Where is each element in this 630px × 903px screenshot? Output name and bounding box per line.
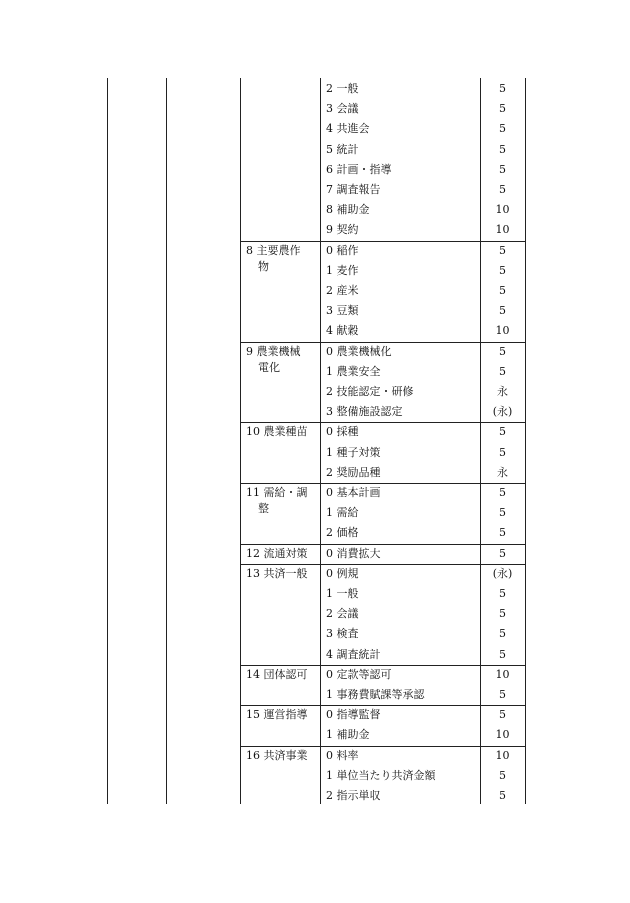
retention-years: 5 (499, 142, 506, 156)
entry-label: 2 価格 (326, 526, 359, 540)
group-label (246, 424, 320, 440)
entry-label: 2 産米 (326, 284, 359, 297)
retention-years: 5 (499, 789, 506, 802)
retention-years: 永 (497, 465, 508, 479)
retention-years: (永) (492, 405, 513, 419)
group-label (246, 748, 320, 764)
group-label (246, 243, 320, 275)
retention-years: 5 (499, 263, 506, 277)
retention-years: 10 (495, 223, 510, 237)
retention-years: 5 (499, 243, 506, 257)
entry-label: 1 需給 (326, 506, 359, 520)
retention-years: 5 (499, 445, 506, 459)
group-label (246, 344, 320, 376)
group-divider (240, 483, 526, 484)
retention-years: 5 (499, 364, 506, 378)
retention-years: 5 (499, 304, 506, 318)
retention-years: 5 (499, 183, 506, 196)
group-label-line1: 11 需給・調 (246, 486, 308, 499)
retention-years: 5 (499, 688, 506, 701)
group-label-line1: 12 流通対策 (246, 546, 308, 560)
group-label-line2: 整 (258, 502, 269, 515)
entry-label: 6 計画・指導 (326, 162, 392, 176)
retention-years: 5 (499, 486, 506, 499)
group-label (246, 667, 320, 683)
group-label (246, 485, 320, 517)
entry-label: 1 事務費賦課等承認 (326, 688, 425, 701)
group-label-line2: 物 (258, 259, 269, 273)
retention-years: 5 (499, 607, 506, 621)
group-label-line1: 16 共済事業 (246, 748, 308, 762)
group-label (246, 546, 320, 562)
entry-label: 0 消費拡大 (326, 546, 381, 560)
retention-years: 5 (499, 768, 506, 782)
entry-label: 4 調査統計 (326, 647, 381, 661)
entry-label: 3 豆類 (326, 304, 359, 318)
entry-label: 1 農業安全 (326, 364, 381, 378)
entry-label: 2 技能認定・研修 (326, 385, 414, 398)
retention-years: 5 (499, 506, 506, 520)
group-divider (240, 705, 526, 706)
retention-years: 5 (499, 122, 506, 136)
column-line-3 (240, 78, 241, 804)
retention-years: 5 (499, 425, 506, 439)
retention-years: 5 (499, 102, 506, 116)
retention-years: 5 (499, 82, 506, 95)
retention-years: 10 (495, 667, 510, 681)
entry-label: 2 指示単収 (326, 789, 381, 802)
entry-label: 3 会議 (326, 102, 359, 116)
group-label-line1: 15 運営指導 (246, 708, 308, 722)
retention-years: 5 (499, 647, 506, 661)
entry-label: 5 統計 (326, 142, 359, 156)
group-label (246, 707, 320, 723)
column-line-4 (320, 78, 321, 804)
entry-label: 9 契約 (326, 223, 359, 237)
column-line-6 (525, 78, 526, 804)
group-label-line2: 電化 (258, 360, 280, 374)
retention-years: 5 (499, 546, 506, 560)
retention-years: 5 (499, 284, 506, 297)
retention-years: 永 (497, 385, 508, 398)
entry-label: 0 基本計画 (326, 486, 381, 499)
retention-years: 5 (499, 344, 506, 358)
column-line-2 (166, 78, 167, 804)
entry-label: 1 単位当たり共済金額 (326, 768, 436, 782)
group-divider (240, 422, 526, 423)
entry-label: 4 献穀 (326, 324, 359, 338)
group-label-line1: 9 農業機械 (246, 344, 301, 358)
entry-label: 0 指導監督 (326, 708, 381, 722)
entry-label: 0 稲作 (326, 243, 359, 257)
entry-label: 0 農業機械化 (326, 344, 392, 358)
retention-years: 5 (499, 627, 506, 641)
retention-years: (永) (492, 566, 513, 580)
entry-label: 0 定款等認可 (326, 667, 392, 681)
retention-years: 5 (499, 708, 506, 722)
retention-years: 10 (495, 203, 510, 217)
entry-label: 1 一般 (326, 587, 359, 600)
entry-label: 7 調査報告 (326, 183, 381, 196)
group-label (246, 566, 320, 582)
retention-years: 10 (495, 728, 510, 742)
column-line-1 (107, 78, 108, 804)
entry-label: 0 料率 (326, 748, 359, 762)
entry-label: 1 種子対策 (326, 445, 381, 459)
entry-label: 1 麦作 (326, 263, 359, 277)
entry-label: 1 補助金 (326, 728, 370, 742)
group-label-line1: 14 団体認可 (246, 667, 308, 681)
retention-years: 10 (495, 324, 510, 338)
retention-years: 5 (499, 526, 506, 540)
entry-label: 2 奨励品種 (326, 465, 381, 479)
entry-label: 3 整備施設認定 (326, 405, 403, 419)
retention-years: 5 (499, 162, 506, 176)
group-label-line1: 10 農業種苗 (246, 425, 308, 439)
group-label-line1: 13 共済一般 (246, 566, 308, 580)
entry-label: 8 補助金 (326, 203, 370, 217)
entry-label: 3 検査 (326, 627, 359, 641)
entry-label: 0 例規 (326, 566, 359, 580)
entry-label: 2 一般 (326, 82, 359, 95)
entry-label: 4 共進会 (326, 122, 370, 136)
entry-label: 2 会議 (326, 607, 359, 621)
entry-label: 0 採種 (326, 425, 359, 439)
retention-years: 10 (495, 748, 510, 762)
group-label-line1: 8 主要農作 (246, 243, 301, 257)
retention-years: 5 (499, 587, 506, 600)
